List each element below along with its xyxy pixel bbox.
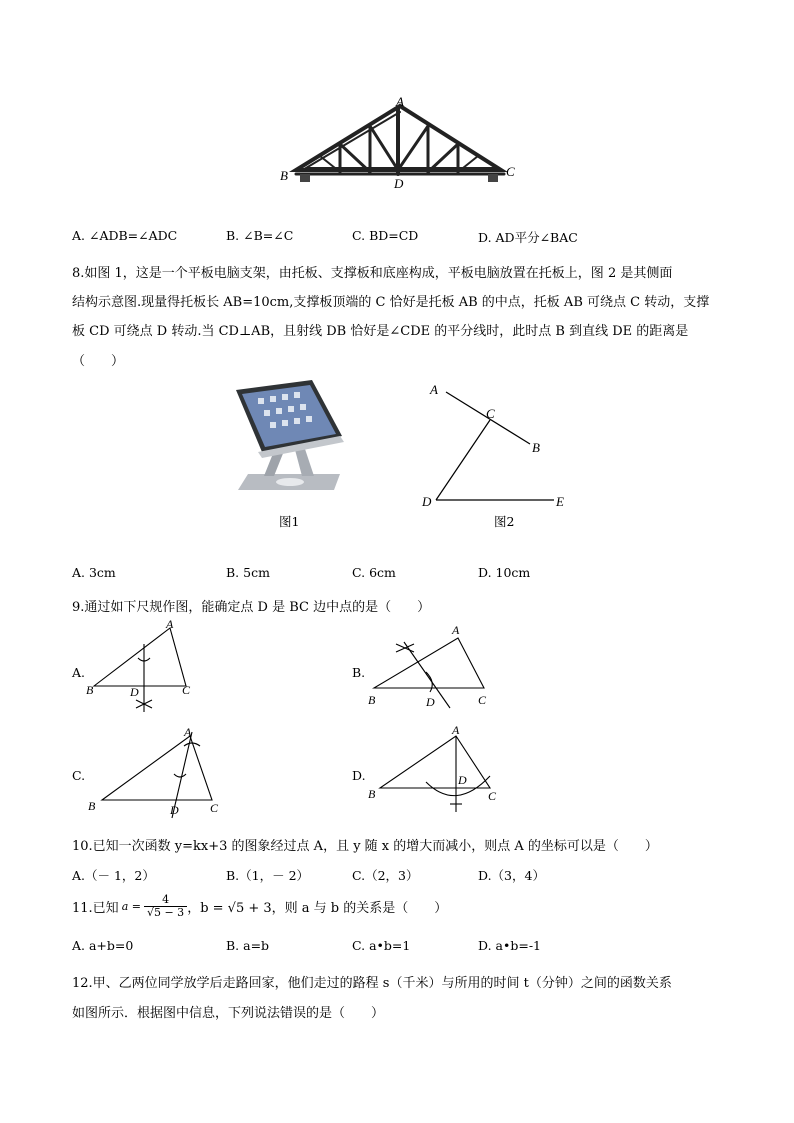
truss-figure xyxy=(276,94,526,190)
q7-option-b: B. ∠B=∠C xyxy=(226,228,294,243)
q9c-label-a: A xyxy=(184,725,192,739)
q8-option-b: B. 5cm xyxy=(226,565,270,580)
q9b-label-b: B xyxy=(368,693,376,707)
q8-stem-line1: 8.如图 1，这是一个平板电脑支架，由托板、支撑板和底座构成，平板电脑放置在托板上，图 2 是其侧面 xyxy=(72,266,673,281)
truss-label-d: D xyxy=(394,176,404,190)
q8-stem-line3: 板 CD 可绕点 D 转动.当 CD⊥AB，且射线 DB 恰好是∠CDE 的平分线时，此时点 B 到直线 DE 的距离是 xyxy=(72,324,689,339)
q9d-label-d: D xyxy=(458,773,467,787)
q7-option-a: A. ∠ADB=∠ADC xyxy=(72,228,178,243)
q9b-label-a: A xyxy=(452,623,460,637)
q11-middle: ，b = √5 + 3，则 a 与 b 的关系是（ ） xyxy=(187,901,448,916)
q9d-label-b: B xyxy=(368,787,376,801)
fig2-label-e: E xyxy=(556,494,564,509)
q11-stem xyxy=(72,894,447,919)
q8-stem-line4: （ ） xyxy=(72,354,125,369)
q9a-label-c: C xyxy=(182,683,191,697)
q12-stem-line1: 12.甲、乙两位同学放学后走路回家，他们走过的路程 s（千米）与所用的时间 t（分钟）之间的函数关系 xyxy=(72,976,672,991)
fig2-label-b: B xyxy=(532,440,540,455)
q8-stem-line2: 结构示意图.现量得托板长 AB=10cm,支撑板顶端的 C 恰好是托板 AB 的中点，托板 AB 可绕点 C 转动，支撑 xyxy=(72,295,710,310)
q9a-label-b: B xyxy=(86,683,94,697)
q9c-label-d: D xyxy=(170,803,179,817)
q9-figure-b xyxy=(366,620,502,712)
q9c-label-c: C xyxy=(210,801,219,815)
q11-fraction-denominator: √5 − 3 xyxy=(146,906,185,919)
q10-option-c: C.（2，3） xyxy=(352,868,419,883)
q8-option-a: A. 3cm xyxy=(72,565,116,580)
fig2-label-a: A xyxy=(430,382,438,397)
q9d-label-a: A xyxy=(452,723,460,737)
q8-option-c: C. 6cm xyxy=(352,565,396,580)
q9-option-d-label: D. xyxy=(352,768,366,783)
q10-option-a: A.（－ 1，2） xyxy=(72,868,155,883)
truss-label-a: A xyxy=(396,94,404,109)
fig2-caption: 图2 xyxy=(494,514,515,529)
q11-a-eq: a = xyxy=(121,900,141,913)
q12-stem-line2: 如图所示．根据图中信息，下列说法错误的是（ ） xyxy=(72,1006,385,1021)
q9-option-a-label: A. xyxy=(72,665,86,680)
q11-fraction xyxy=(144,894,187,919)
q9d-label-c: C xyxy=(488,789,497,803)
q11-option-d: D. a•b=-1 xyxy=(478,938,542,953)
tablet-stand-photo xyxy=(228,378,348,498)
q10-option-b: B.（1，－ 2） xyxy=(226,868,310,883)
fig1-caption: 图1 xyxy=(279,514,300,529)
q11-option-c: C. a•b=1 xyxy=(352,938,411,953)
q9-option-b-label: B. xyxy=(352,665,366,680)
q9-figure-c xyxy=(88,724,224,820)
q9-stem: 9.通过如下尺规作图，能确定点 D 是 BC 边中点的是（ ） xyxy=(72,600,431,615)
q9a-label-d: D xyxy=(130,685,139,699)
q7-option-c: C. BD=CD xyxy=(352,228,419,243)
q11-option-a: A. a+b=0 xyxy=(72,938,134,953)
q11-fraction-numerator: 4 xyxy=(144,894,187,907)
fig2-label-d: D xyxy=(422,494,432,509)
q7-option-d: D. AD平分∠BAC xyxy=(478,230,578,245)
q10-stem: 10.已知一次函数 y=kx+3 的图象经过点 A，且 y 随 x 的增大而减小，则点 A 的坐标可以是（ ） xyxy=(72,839,658,854)
q10-option-d: D.（3，4） xyxy=(478,868,545,883)
q9c-label-b: B xyxy=(88,799,96,813)
q9b-label-c: C xyxy=(478,693,487,707)
q9b-label-d: D xyxy=(426,695,435,709)
q9-option-c-label: C. xyxy=(72,768,86,783)
q8-option-d: D. 10cm xyxy=(478,565,531,580)
fig2-label-c: C xyxy=(486,406,495,421)
q9-figure-d xyxy=(366,722,502,814)
truss-label-b: B xyxy=(280,168,288,183)
q9a-label-a: A xyxy=(166,617,174,631)
q11-option-b: B. a=b xyxy=(226,938,270,953)
truss-label-c: C xyxy=(506,164,515,179)
fig2-diagram xyxy=(416,374,576,514)
q11-prefix: 11.已知 xyxy=(72,901,119,916)
q9-figure-a xyxy=(86,616,198,716)
